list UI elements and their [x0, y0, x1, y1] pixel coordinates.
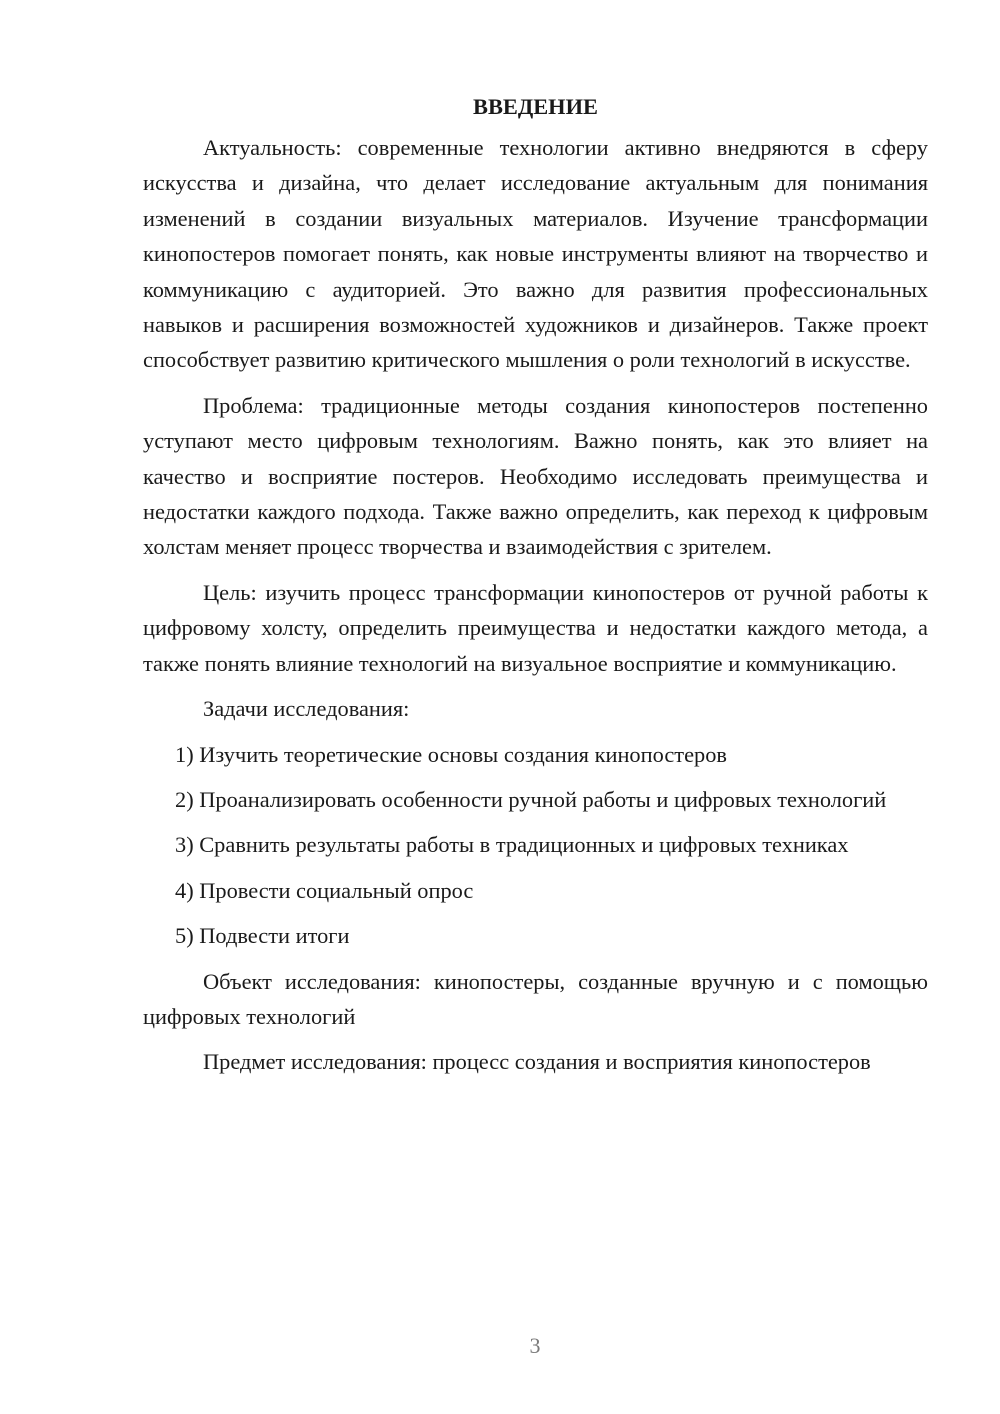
goal-paragraph: Цель: изучить процесс трансформации кинопостеров от ручной работы к цифровому холсту, определить преимущества и недостатки каждого метода, а также понять влияние технологий на визуальное восприятие и коммуникацию.: [143, 579, 928, 676]
task-item: 1) Изучить теоретические основы создания кинопостеров: [175, 741, 727, 767]
subject-paragraph: Предмет исследования: процесс создания и восприятия кинопостеров: [203, 1049, 871, 1075]
task-item: 5) Подвести итоги: [175, 923, 350, 949]
relevance-paragraph: Актуальность: современные технологии активно внедряются в сферу искусства и дизайна, что делает исследование актуальным для понимания изменений в создании визуальных материалов. Изучение трансформации кинопостеров помогает понять, как новые инструменты влияют на творчество и коммуникацию с аудиторией. Это важно для развития профессиональных навыков и расширения возможностей художников и дизайнеров. Также проект способствует развитию критического мышления о роли технологий в искусстве.: [143, 135, 928, 373]
task-item: 3) Сравнить результаты работы в традиционных и цифровых техниках: [175, 832, 849, 858]
task-item: 4) Провести социальный опрос: [175, 877, 474, 903]
problem-paragraph: Проблема: традиционные методы создания кинопостеров постепенно уступают место цифровым технологиям. Важно понять, как это влияет на качество и восприятие постеров. Необходимо исследовать преимущества и недостатки каждого подхода. Также важно определить, как переход к цифровым холстам меняет процесс творчества и взаимодействия с зрителем.: [143, 392, 928, 560]
tasks-heading: Задачи исследования:: [203, 696, 410, 722]
page-number: 3: [529, 1333, 541, 1358]
object-paragraph: Объект исследования: кинопостеры, созданные вручную и с помощью цифровых технологий: [143, 968, 928, 1029]
page-title: ВВЕДЕНИЕ: [473, 94, 598, 119]
document-page: [143, 92, 928, 1090]
task-item: 2) Проанализировать особенности ручной работы и цифровых технологий: [175, 786, 887, 812]
tasks-list: [143, 737, 928, 954]
